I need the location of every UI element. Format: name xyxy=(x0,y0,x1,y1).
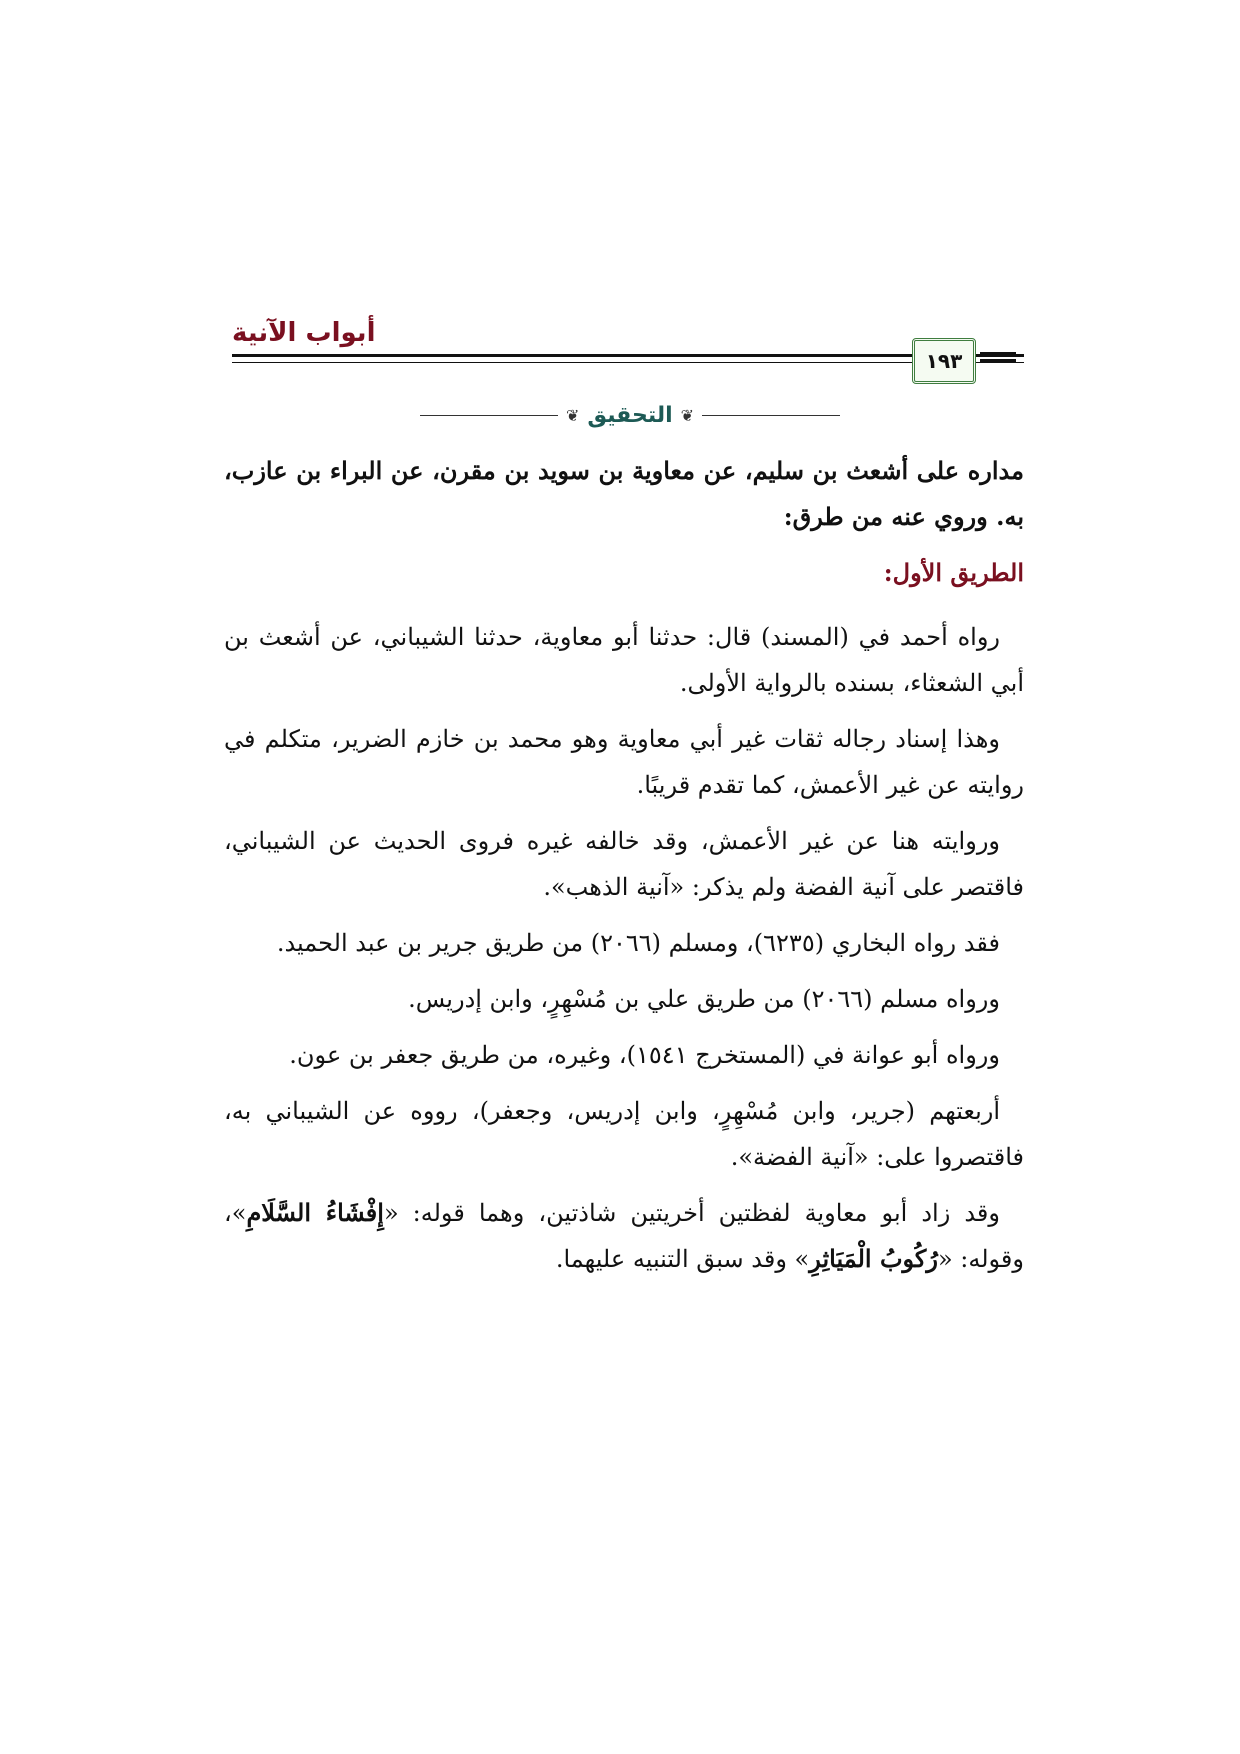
subheading: الطريق الأول: xyxy=(883,558,1024,587)
banner-ornament-left: ❦ xyxy=(565,405,580,425)
paragraph-7: أربعتهم (جرير، وابن مُسْهِرٍ، وابن إدريس، وجعفر)، رووه عن الشيباني به، فاقتصروا على: «آنية الفضة». xyxy=(224,1097,1024,1171)
banner-line-right xyxy=(702,415,840,416)
paragraph-5: ورواه مسلم (٢٠٦٦) من طريق علي بن مُسْهِرٍ، وابن إدريس. xyxy=(408,985,1000,1013)
page-number: ١٩٣ xyxy=(925,349,963,373)
chapter-title: أبواب الآنية xyxy=(232,318,376,348)
intro-paragraph: مداره على أشعث بن سليم، عن معاوية بن سويد بن مقرن، عن البراء بن عازب، به. وروي عنه من طرق: xyxy=(224,456,1024,531)
page-number-frame xyxy=(912,338,976,384)
main-content xyxy=(224,448,1024,1292)
tick xyxy=(980,352,1016,355)
paragraph-8 xyxy=(224,1190,1024,1282)
p8-start: وقد زاد أبو معاوية لفظتين أخريتين شاذتين، وهما قوله: « xyxy=(383,1199,1000,1227)
right-ticks xyxy=(980,352,1016,366)
p8-mid: »، وقوله: « xyxy=(224,1199,1024,1273)
section-banner-title: التحقيق xyxy=(587,402,673,428)
header-rule-top xyxy=(232,354,1024,357)
banner-ornament-right: ❦ xyxy=(680,405,695,425)
section-banner xyxy=(420,400,840,430)
paragraph-2: وهذا إسناد رجاله ثقات غير أبي معاوية وهو محمد بن خازم الضرير، متكلم في روايته عن غير الأعمش، كما تقدم قريبًا. xyxy=(224,725,1024,799)
header-rule-bottom xyxy=(232,362,1024,363)
paragraph-3: وروايته هنا عن غير الأعمش، وقد خالفه غيره فروى الحديث عن الشيباني، فاقتصر على آنية الفضة ولم يذكر: «آنية الذهب». xyxy=(224,827,1024,901)
tick xyxy=(980,359,1016,362)
paragraph-4: فقد رواه البخاري (٦٢٣٥)، ومسلم (٢٠٦٦) من طريق جرير بن عبد الحميد. xyxy=(276,929,1000,957)
p8-end: » وقد سبق التنبيه عليهما. xyxy=(555,1245,810,1273)
p8-bold-1: إِفْشَاءُ السَّلَامِ xyxy=(246,1198,384,1227)
paragraph-6: ورواه أبو عوانة في (المستخرج ١٥٤١)، وغيره، من طريق جعفر بن عون. xyxy=(289,1041,1000,1069)
paragraph-1: رواه أحمد في (المسند) قال: حدثنا أبو معاوية، حدثنا الشيباني، عن أشعث بن أبي الشعثاء، بسنده بالرواية الأولى. xyxy=(224,623,1024,697)
banner-line-left xyxy=(420,415,558,416)
p8-bold-2: رُكُوبُ الْمَيَاثِرِ xyxy=(809,1244,938,1273)
